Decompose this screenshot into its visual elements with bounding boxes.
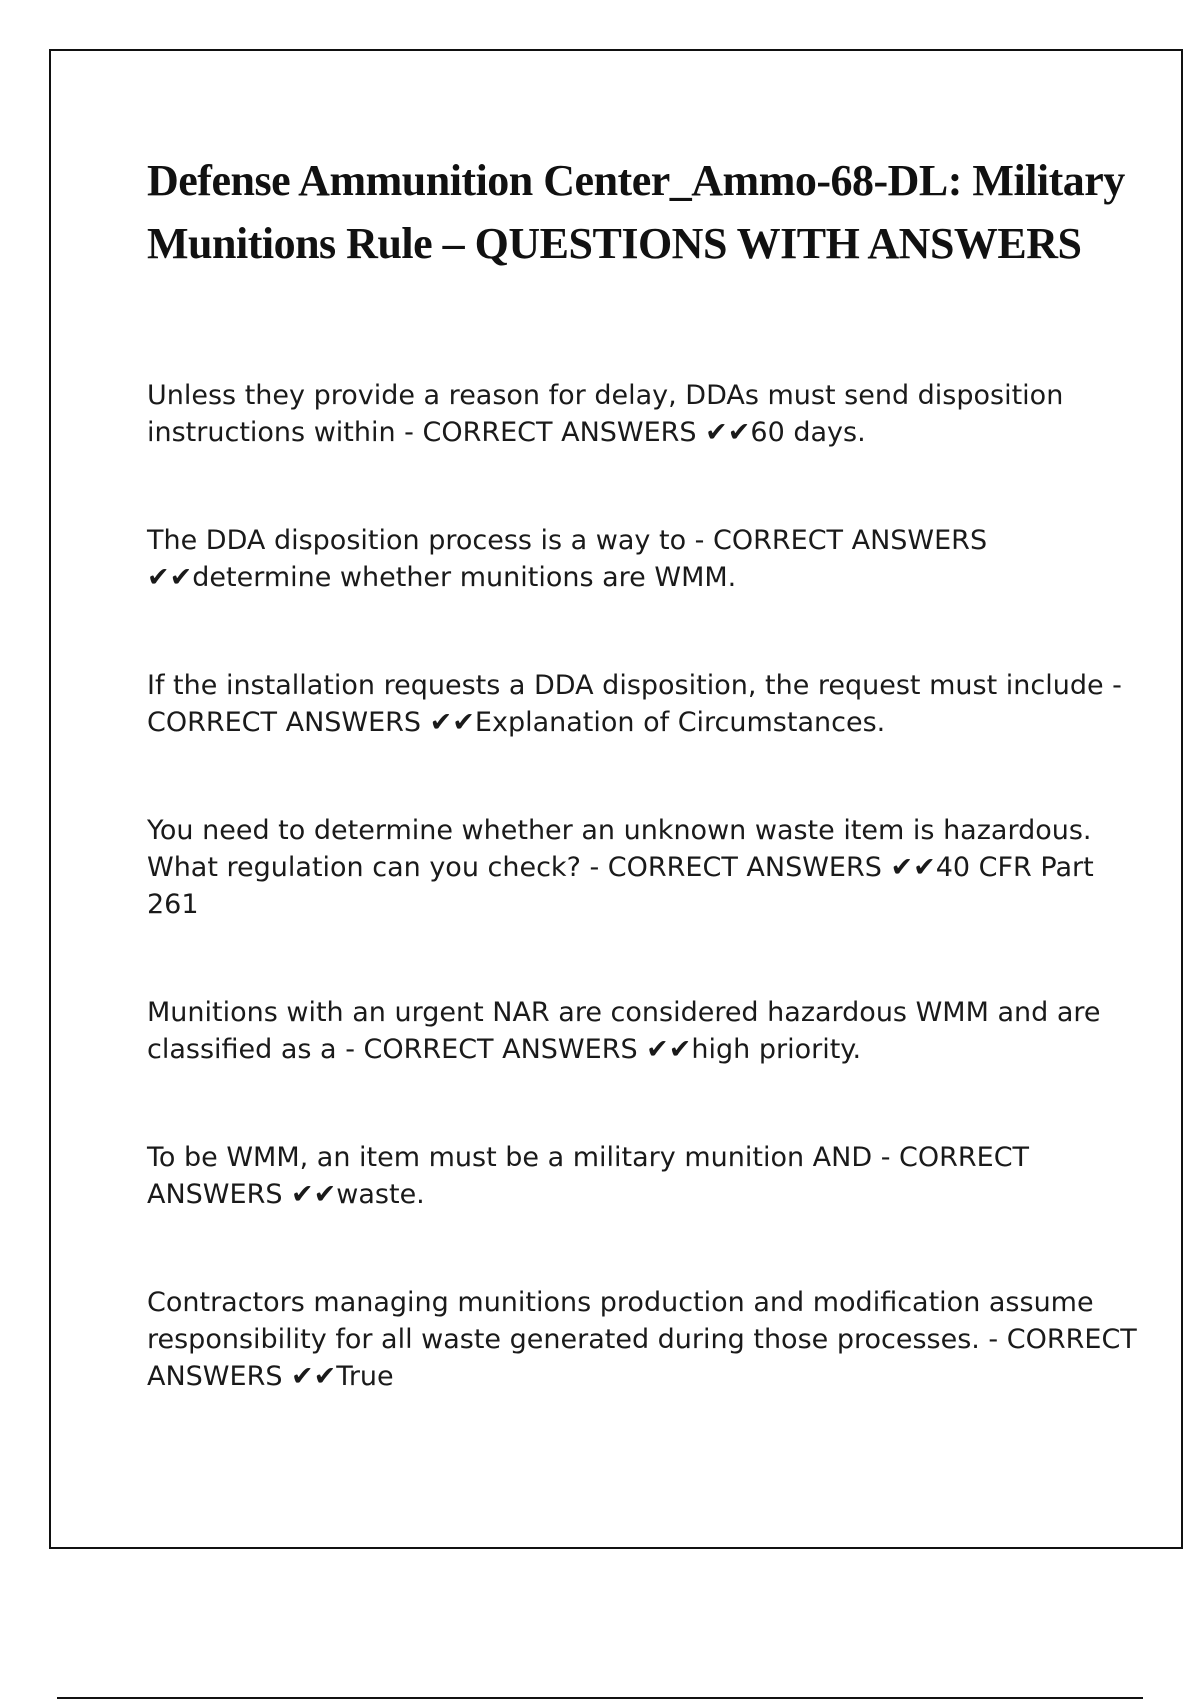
qa-item-5: Munitions with an urgent NAR are considered hazardous WMM and are classified as a - CORRECT ANSWERS ✔✔high priority. [147, 997, 1110, 1065]
qa-item-4: You need to determine whether an unknown waste item is hazardous. What regulation can you check? - CORRECT ANSWERS ✔✔40 CFR Part 261 [147, 815, 1103, 920]
qa-item-3: If the installation requests a DDA disposition, the request must include - CORRECT ANSWERS ✔✔Explanation of Circumstances. [147, 670, 1131, 738]
qa-item-2: The DDA disposition process is a way to - CORRECT ANSWERS ✔✔determine whether munitions are WMM. [147, 525, 996, 593]
document-title: Defense Ammunition Center_Ammo-68-DL: Military Munitions Rule – QUESTIONS WITH ANSWERS [147, 156, 1125, 268]
footer-rule [57, 1697, 1143, 1699]
qa-item-7: Contractors managing munitions production and modification assume responsibility for all waste generated during those processes. - CORRECT ANSWERS ✔✔True [147, 1287, 1146, 1392]
qa-item-6: To be WMM, an item must be a military munition AND - CORRECT ANSWERS ✔✔waste. [147, 1142, 1038, 1210]
document-content [147, 149, 1146, 1466]
qa-item-1: Unless they provide a reason for delay, DDAs must send disposition instructions within - CORRECT ANSWERS ✔✔60 days. [147, 380, 1072, 448]
page-frame [49, 49, 1183, 1549]
